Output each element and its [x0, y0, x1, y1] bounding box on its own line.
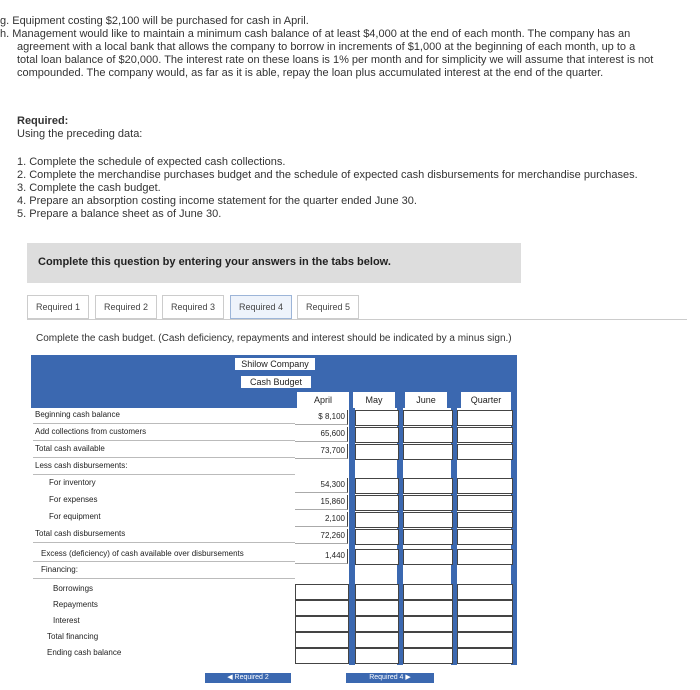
- banner-text: Complete this question by entering your answers in the tabs below.: [38, 256, 391, 268]
- june-input[interactable]: [403, 410, 453, 426]
- problem-intro: [0, 15, 700, 80]
- may-input[interactable]: [355, 549, 399, 565]
- row-separator: [33, 457, 295, 458]
- april-value: 2,100: [295, 512, 348, 527]
- row-separator: [33, 423, 295, 424]
- quarter-input[interactable]: [457, 648, 513, 664]
- april-value: 15,860: [295, 495, 348, 510]
- tab-required-4[interactable]: Required 4: [230, 295, 292, 319]
- prev-tab-button[interactable]: ◀ Required 2: [205, 673, 291, 683]
- row-separator: [33, 440, 295, 441]
- quarter-input[interactable]: [457, 616, 513, 632]
- june-input[interactable]: [403, 616, 453, 632]
- june-input[interactable]: [403, 444, 453, 460]
- may-input[interactable]: [355, 584, 399, 600]
- tab-required-3[interactable]: Required 3: [162, 295, 224, 319]
- column-header: May: [353, 392, 395, 408]
- row-separator: [33, 561, 295, 562]
- may-input[interactable]: [355, 616, 399, 632]
- instruction-banner: [27, 243, 521, 283]
- april-value: 54,300: [295, 478, 348, 493]
- april-value: 72,260: [295, 529, 348, 544]
- april-value: 73,700: [295, 444, 348, 459]
- instruction-text: Complete the cash budget. (Cash deficiency, repayments and interest should be indicated by a minus sign.): [36, 333, 512, 344]
- tab-required-2[interactable]: Required 2: [95, 295, 157, 319]
- june-input[interactable]: [403, 600, 453, 616]
- quarter-input[interactable]: [457, 632, 513, 648]
- may-input[interactable]: [355, 648, 399, 664]
- may-input[interactable]: [355, 410, 399, 426]
- row-label: Total cash available: [35, 444, 105, 453]
- quarter-input[interactable]: [457, 444, 513, 460]
- june-input[interactable]: [403, 584, 453, 600]
- quarter-input[interactable]: [457, 512, 513, 528]
- row-label: For inventory: [49, 478, 96, 487]
- row-label: For equipment: [49, 512, 101, 521]
- june-input[interactable]: [403, 549, 453, 565]
- tab-bar: [27, 295, 687, 319]
- quarter-input[interactable]: [457, 549, 513, 565]
- budget-title: Cash Budget: [241, 376, 311, 388]
- step-item: 3. Complete the cash budget.: [17, 182, 161, 194]
- may-input[interactable]: [355, 600, 399, 616]
- intro-line: compounded. The company would, as far as it is able, repay the loan plus accumulated interest at the end of the quarter.: [17, 67, 604, 79]
- row-label: Borrowings: [53, 584, 94, 593]
- table-header: [31, 355, 517, 408]
- quarter-input[interactable]: [457, 410, 513, 426]
- intro-line: h. Management would like to maintain a minimum cash balance of at least $4,000 at the end of each month. The company has an: [0, 28, 631, 40]
- intro-line: agreement with a local bank that allows the company to borrow in increments of $1,000 at the beginning of each month, up to a: [17, 41, 636, 53]
- quarter-input[interactable]: [457, 529, 513, 545]
- april-value: $ 8,100: [295, 410, 348, 425]
- quarter-input[interactable]: [457, 495, 513, 511]
- may-input[interactable]: [355, 495, 399, 511]
- april-value: 1,440: [295, 549, 348, 564]
- april-input[interactable]: [295, 616, 349, 632]
- june-input[interactable]: [403, 512, 453, 528]
- june-input[interactable]: [403, 529, 453, 545]
- june-input[interactable]: [403, 632, 453, 648]
- intro-line: g. Equipment costing $2,100 will be purchased for cash in April.: [0, 15, 309, 27]
- required-subtitle: Using the preceding data:: [17, 128, 143, 140]
- may-input[interactable]: [355, 444, 399, 460]
- column-header: Quarter: [461, 392, 511, 408]
- april-input[interactable]: [295, 632, 349, 648]
- row-label: Total financing: [47, 632, 99, 641]
- quarter-input[interactable]: [457, 427, 513, 443]
- quarter-input[interactable]: [457, 478, 513, 494]
- row-label: Less cash disbursements:: [35, 461, 128, 470]
- required-title: Required:: [17, 115, 69, 127]
- may-input[interactable]: [355, 512, 399, 528]
- column-header: June: [405, 392, 447, 408]
- step-item: 5. Prepare a balance sheet as of June 30.: [17, 208, 222, 220]
- row-label: Add collections from customers: [35, 427, 147, 436]
- next-tab-label: Required 4: [369, 674, 404, 681]
- step-item: 4. Prepare an absorption costing income statement for the quarter ended June 30.: [17, 195, 417, 207]
- may-input[interactable]: [355, 529, 399, 545]
- june-input[interactable]: [403, 495, 453, 511]
- row-label: Financing:: [41, 565, 78, 574]
- next-tab-button[interactable]: Required 4 ▶: [346, 673, 434, 683]
- tab-required-1[interactable]: Required 1: [27, 295, 89, 319]
- row-label: Interest: [53, 616, 80, 625]
- required-steps: [17, 156, 638, 221]
- step-item: 2. Complete the merchandise purchases budget and the schedule of expected cash disbursements for merchandise purchases.: [17, 169, 638, 181]
- cash-budget-table: [31, 355, 517, 665]
- quarter-input[interactable]: [457, 600, 513, 616]
- may-input[interactable]: [355, 478, 399, 494]
- column-header: April: [297, 392, 349, 408]
- quarter-input[interactable]: [457, 584, 513, 600]
- may-input[interactable]: [355, 632, 399, 648]
- tab-required-5[interactable]: Required 5: [297, 295, 359, 319]
- tab-divider: [27, 319, 687, 320]
- june-input[interactable]: [403, 648, 453, 664]
- company-name: Shilow Company: [235, 358, 315, 370]
- april-input[interactable]: [295, 584, 349, 600]
- june-input[interactable]: [403, 427, 453, 443]
- row-label: For expenses: [49, 495, 98, 504]
- row-label: Beginning cash balance: [35, 410, 120, 419]
- prev-tab-label: Required 2: [234, 674, 269, 681]
- row-label: Repayments: [53, 600, 98, 609]
- intro-line: total loan balance of $20,000. The interest rate on these loans is 1% per month and for simplicity we will assume that interest is not: [17, 54, 654, 66]
- row-label: Excess (deficiency) of cash available over disbursements: [41, 549, 244, 558]
- row-separator: [33, 474, 295, 475]
- april-value: 65,600: [295, 427, 348, 442]
- row-label: Total cash disbursements: [35, 529, 126, 538]
- june-input[interactable]: [403, 478, 453, 494]
- april-input[interactable]: [295, 648, 349, 664]
- step-item: 1. Complete the schedule of expected cash collections.: [17, 156, 286, 168]
- may-input[interactable]: [355, 427, 399, 443]
- row-separator: [33, 578, 295, 579]
- row-label: Ending cash balance: [47, 648, 122, 657]
- row-separator: [33, 542, 295, 543]
- april-input[interactable]: [295, 600, 349, 616]
